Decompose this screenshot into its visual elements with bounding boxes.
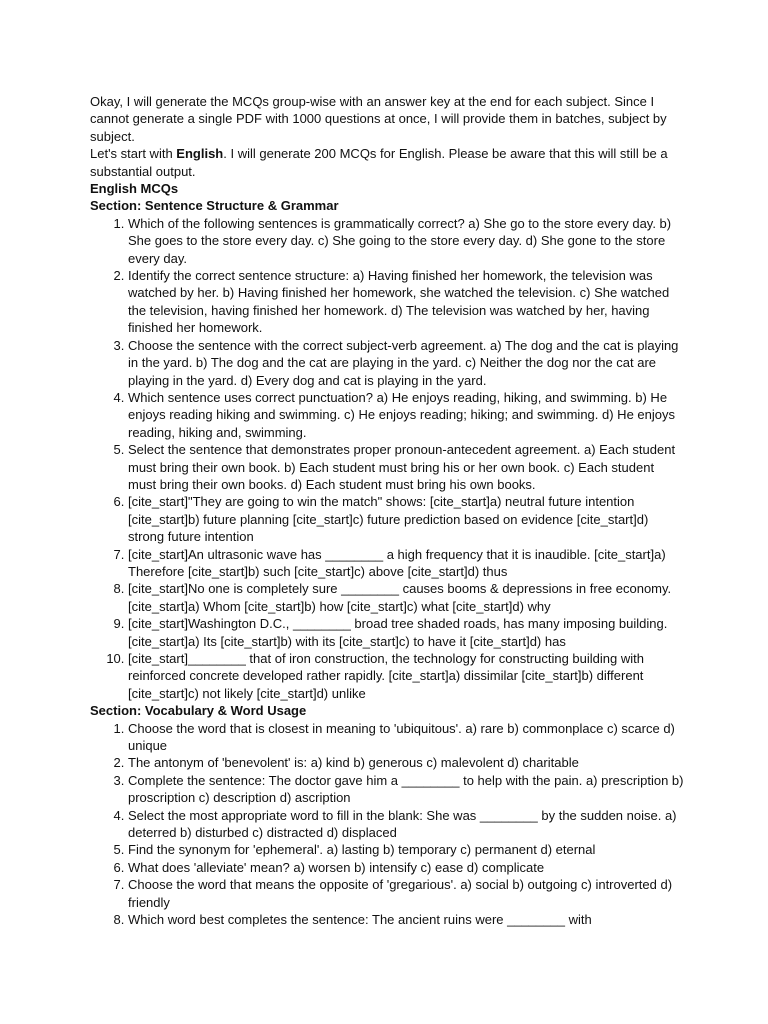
intro-text: . I will generate 200 MCQs for English. Please be aware that this will still be a substantial output.	[90, 146, 668, 179]
intro-text: Let's start with	[90, 146, 177, 162]
question-item: 2. The antonym of 'benevolent' is: a) kind b) generous c) malevolent d) charitable	[128, 754, 684, 771]
question-item: 1. Which of the following sentences is grammatically correct? a) She go to the store every day. b) She goes to the store every day. c) She going to the store every day. d) She gone to the store every day.	[128, 215, 684, 267]
intro-subject: English	[176, 146, 224, 162]
question-item: 7. Choose the word that means the opposite of 'gregarious'. a) social b) outgoing c) introverted d) friendly	[128, 876, 684, 911]
question-item: 3. Complete the sentence: The doctor gave him a ________ to help with the pain. a) prescription b) proscription c) description d) ascription	[128, 772, 684, 807]
question-item: 1. Choose the word that is closest in meaning to 'ubiquitous'. a) rare b) commonplace c) scarce d) unique	[128, 720, 684, 755]
question-item: 8. Which word best completes the sentence: The ancient ruins were ________ with	[128, 911, 684, 928]
question-item: 9. [cite_start]Washington D.C., ________ broad tree shaded roads, has many imposing building. [cite_start]a) Its [cite_start]b) with its [cite_start]c) to have it [cite_start]d) has	[128, 615, 684, 650]
section-heading: Section: Vocabulary & Word Usage	[90, 703, 307, 719]
question-item: 4. Select the most appropriate word to fill in the blank: She was ________ by the sudden noise. a) deterred b) disturbed c) distracted d) displaced	[128, 807, 684, 842]
question-item: 10. [cite_start]________ that of iron construction, the technology for constructing building with reinforced concrete developed rather rapidly. [cite_start]a) dissimilar [cite_start]b) different [cite_start]c) not likely [cite_start]d) unlike	[128, 650, 684, 702]
question-list	[90, 215, 684, 702]
question-list	[90, 720, 684, 929]
question-item: 7. [cite_start]An ultrasonic wave has ________ a high frequency that it is inaudible. [cite_start]a) Therefore [cite_start]b) such [cite_start]c) above [cite_start]d) thus	[128, 546, 684, 581]
intro-paragraph-2	[90, 145, 684, 180]
question-item: 5. Select the sentence that demonstrates proper pronoun-antecedent agreement. a) Each student must bring their own book. b) Each student must bring his or her own book. c) Each student must bring their own books. d) Each student must bring his own books.	[128, 441, 684, 493]
question-item: 2. Identify the correct sentence structure: a) Having finished her homework, the television was watched by her. b) Having finished her homework, she watched the television. c) She watched the television, having finished her homework. d) The television was watched by her, having finished her homework.	[128, 267, 684, 337]
question-item: 4. Which sentence uses correct punctuation? a) He enjoys reading, hiking, and swimming. b) He enjoys reading hiking and swimming. c) He enjoys reading; hiking; and swimming. d) He enjoys reading, hiking and, swimming.	[128, 389, 684, 441]
question-item: 6. What does 'alleviate' mean? a) worsen b) intensify c) ease d) complicate	[128, 859, 684, 876]
question-item: 5. Find the synonym for 'ephemeral'. a) lasting b) temporary c) permanent d) eternal	[128, 841, 684, 858]
section-heading: Section: Sentence Structure & Grammar	[90, 198, 339, 214]
question-item: 6. [cite_start]"They are going to win the match" shows: [cite_start]a) neutral future intention [cite_start]b) future planning [cite_start]c) future prediction based on evidence [cite_start]d) strong future intention	[128, 493, 684, 545]
question-item: 8. [cite_start]No one is completely sure ________ causes booms & depressions in free economy. [cite_start]a) Whom [cite_start]b) how [cite_start]c) what [cite_start]d) why	[128, 580, 684, 615]
document-title: English MCQs	[90, 181, 179, 197]
intro-paragraph: Okay, I will generate the MCQs group-wise with an answer key at the end for each subject. Since I cannot generate a single PDF with 1000 questions at once, I will provide them in batches, subject by subject.	[90, 94, 667, 144]
question-item: 3. Choose the sentence with the correct subject-verb agreement. a) The dog and the cat is playing in the yard. b) The dog and the cat are playing in the yard. c) Neither the dog nor the cat are playing in the yard. d) Every dog and cat is playing in the yard.	[128, 337, 684, 389]
